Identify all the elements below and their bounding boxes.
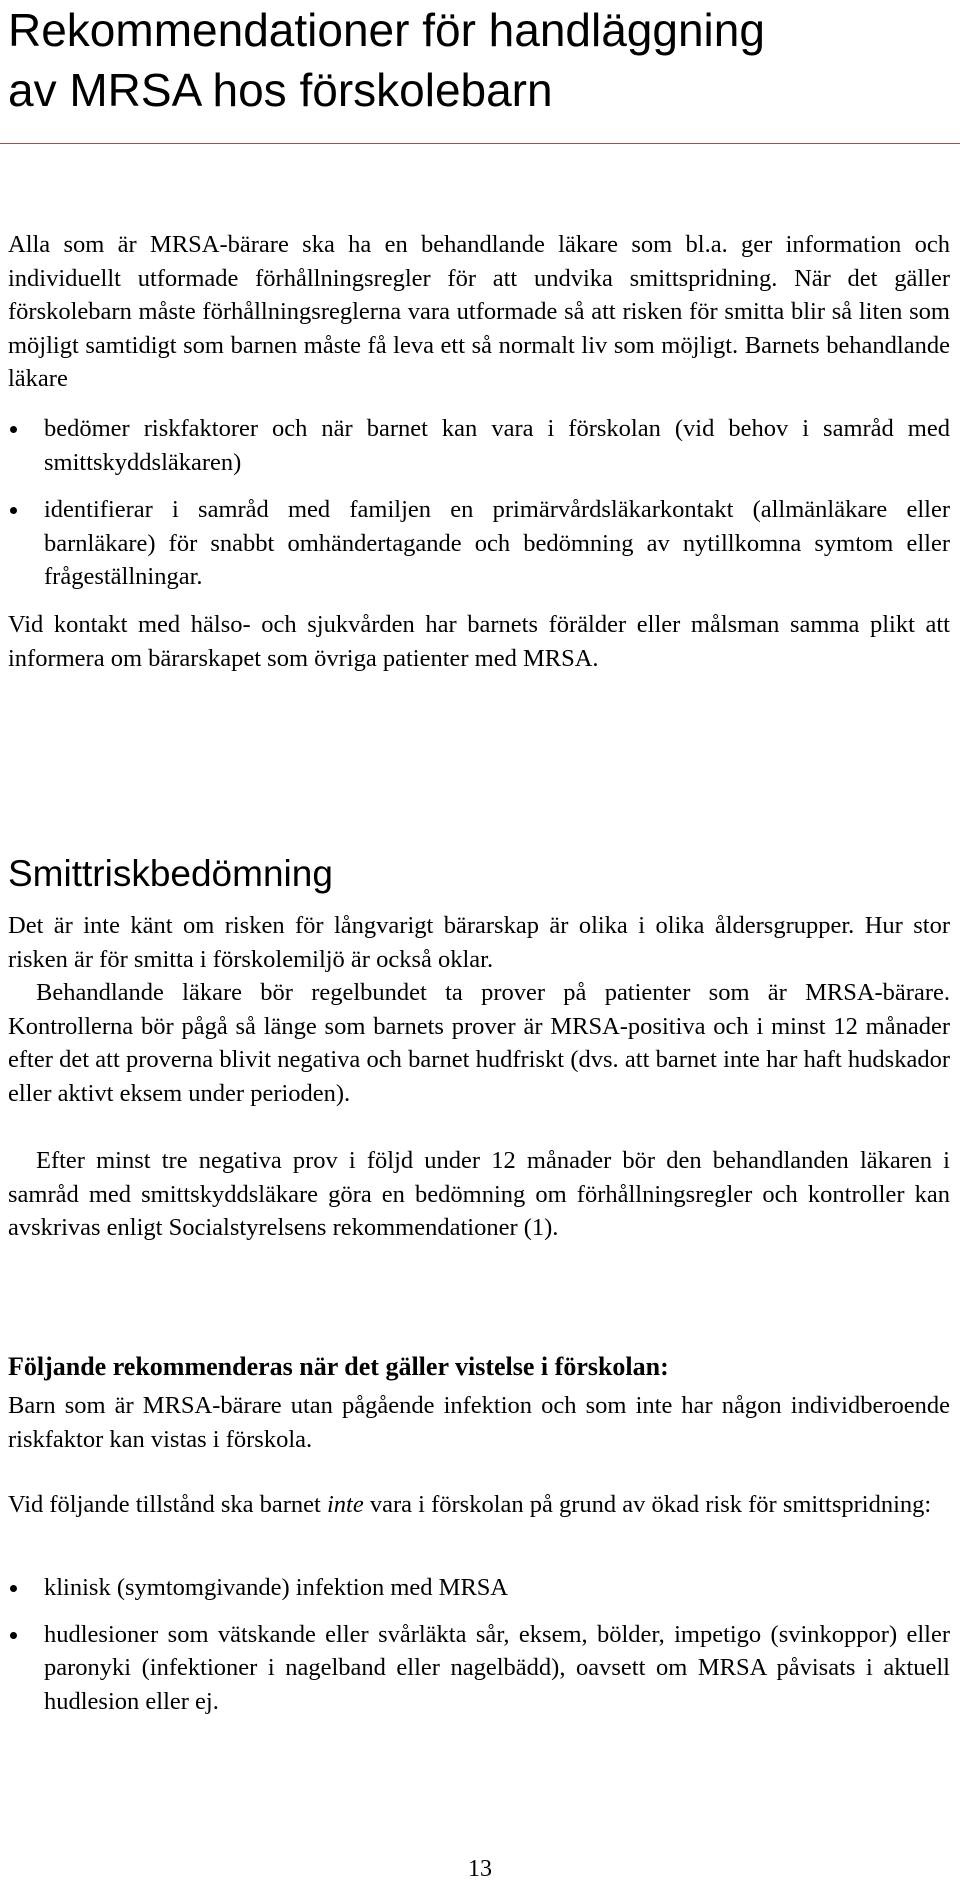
risk-paragraph-3: Efter minst tre negativa prov i följd under 12 månader bör den behandlanden läkaren i samråd med smittskyddsläkare göra en bedömning om förhållningsregler och kontroller kan avskrivas enligt Socialstyrelsens rekommendationer (1). [8,1147,950,1241]
list-item [8,1618,950,1719]
exclusion-intro-emphasis: inte [327,1491,364,1518]
list-item-text: bedömer riskfaktorer och när barnet kan vara i förskolan (vid behov i samråd med smittskyddsläkaren) [44,415,950,476]
bullet-icon [10,1632,17,1639]
recommendations-subheading: Följande rekommenderas när det gäller vistelse i förskolan: [8,1352,669,1381]
intro-paragraph: Alla som är MRSA-bärare ska ha en behandlande läkare som bl.a. ger information och individuellt utformade förhållningsregler för att undvika smittspridning. När det gäller förskolebarn måste förhållningsreglerna vara utformade så att risken för smitta blir så liten som möjligt samtidigt som barnen måste få leva ett så normalt liv som möjligt. Barnets behandlande läkare [8,231,950,392]
page-number: 13 [468,1856,492,1882]
bullet-icon [10,1585,17,1592]
bullet-icon [10,507,17,514]
exclusion-intro-after: vara i förskolan på grund av ökad risk för smittspridning: [363,1491,932,1518]
risk-paragraph-2: Behandlande läkare bör regelbundet ta prover på patienter som är MRSA-bärare. Kontrollerna bör pågå så länge som barnets prover är MRSA-positiva och i minst 12 månader efter det att proverna blivit negativa och barnet hudfriskt (dvs. att barnet inte har haft hudskador eller aktivt eksem under perioden). [8,979,950,1107]
exclusion-intro-paragraph [8,1488,950,1522]
title-divider [0,143,960,144]
exclusion-intro-before: Vid följande tillstånd ska barnet [8,1491,327,1518]
physician-duties-list [8,412,950,594]
list-item [8,412,950,479]
section-heading: Smittriskbedömning [8,853,333,894]
risk-paragraph-1: Det är inte känt om risken för långvarigt bärarskap är olika i olika åldersgrupper. Hur stor risken är för smitta i förskolemiljö är också oklar. [8,912,950,973]
allowed-paragraph: Barn som är MRSA-bärare utan pågående infektion och som inte har någon individberoende riskfaktor kan vistas i förskola. [8,1392,950,1453]
exclusion-conditions-list [8,1571,950,1718]
list-item [8,1571,950,1605]
page-title-line-2: av MRSA hos förskolebarn [8,64,553,116]
page-title [8,0,948,120]
list-item-text: klinisk (symtomgivande) infektion med MRSA [44,1574,509,1601]
list-item-text: identifierar i samråd med familjen en primärvårdsläkarkontakt (allmänläkare eller barnläkare) för snabbt omhändertagande och bedömning av nytillkomna symtom eller frågeställningar. [44,496,950,590]
list-item [8,493,950,594]
page-title-line-1: Rekommendationer för handläggning [8,4,765,56]
list-item-text: hudlesioner som vätskande eller svårläkta sår, eksem, bölder, impetigo (svinkoppor) eller paronyki (infektioner i nagelband eller nagelbädd), oavsett om MRSA påvisats i aktuell hudlesion eller ej. [44,1620,950,1715]
contact-paragraph: Vid kontakt med hälso- och sjukvården har barnets förälder eller målsman samma plikt att informera om bärarskapet som övriga patienter med MRSA. [8,611,950,672]
bullet-icon [10,426,17,433]
